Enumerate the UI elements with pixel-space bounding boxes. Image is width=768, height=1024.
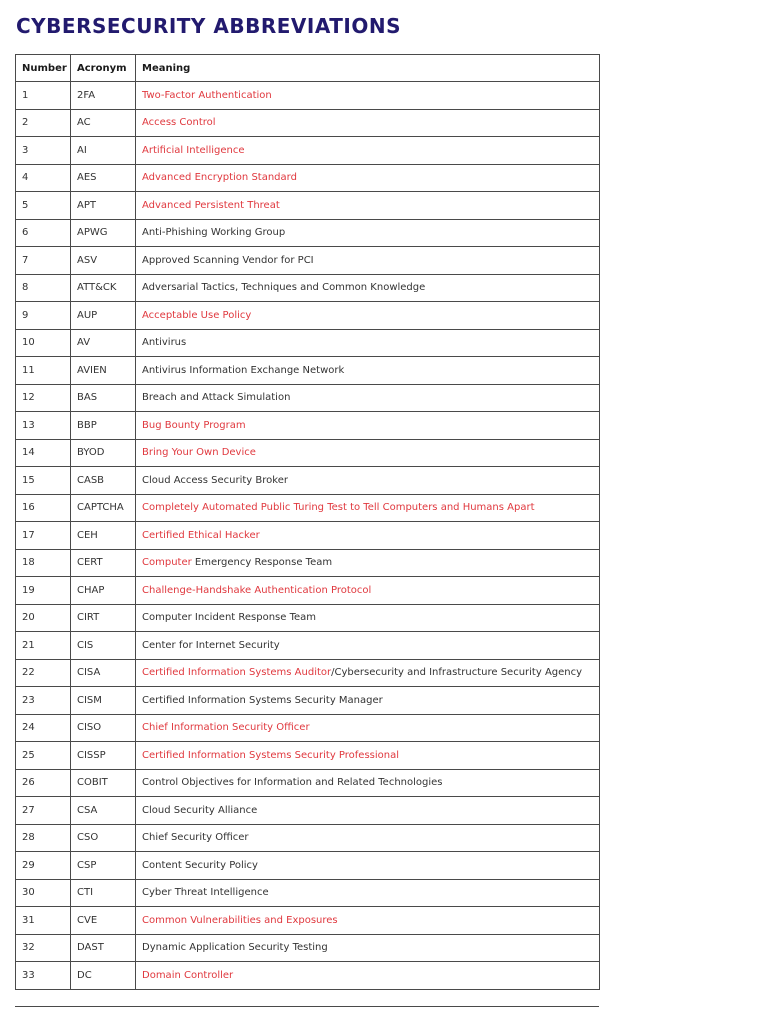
table-row [16,687,600,715]
row-meaning [136,604,600,632]
row-meaning [136,687,600,715]
meaning-link[interactable]: Certified Information Systems Auditor [142,667,332,679]
row-number: 31 [16,907,71,935]
row-acronym: CEH [71,522,136,550]
row-acronym: ASV [71,247,136,275]
meaning-text: Cyber Threat Intelligence [142,887,269,899]
table-row [16,879,600,907]
header-acronym: Acronym [71,55,136,82]
row-number: 29 [16,852,71,880]
meaning-text: Adversarial Tactics, Techniques and Common Knowledge [142,282,426,294]
meaning-link[interactable]: Access Control [142,117,216,129]
row-meaning [136,412,600,440]
meaning-text: Emergency Response Team [191,557,333,569]
bottom-divider [15,1006,599,1007]
meaning-link[interactable]: Chief Information Security Officer [142,722,310,734]
table-row [16,742,600,770]
row-meaning [136,494,600,522]
row-number: 26 [16,769,71,797]
table-row [16,192,600,220]
row-number: 33 [16,962,71,990]
page-title: CYBERSECURITY ABBREVIATIONS [16,14,401,38]
table-row [16,714,600,742]
row-meaning [136,797,600,825]
table-row [16,247,600,275]
row-acronym: AV [71,329,136,357]
row-acronym: DAST [71,934,136,962]
table-row [16,164,600,192]
row-number: 3 [16,137,71,165]
table-row [16,824,600,852]
meaning-text: Dynamic Application Security Testing [142,942,328,954]
meaning-link[interactable]: Certified Ethical Hacker [142,529,260,541]
row-meaning [136,962,600,990]
meaning-link[interactable]: Domain Controller [142,969,234,981]
row-meaning [136,274,600,302]
row-number: 5 [16,192,71,220]
meaning-text: Cloud Access Security Broker [142,474,288,486]
row-meaning [136,934,600,962]
row-meaning [136,879,600,907]
row-number: 10 [16,329,71,357]
row-meaning [136,247,600,275]
row-meaning [136,109,600,137]
table-row [16,329,600,357]
row-meaning [136,384,600,412]
table-row [16,797,600,825]
row-acronym: COBIT [71,769,136,797]
row-acronym: BYOD [71,439,136,467]
table-body [16,82,600,990]
meaning-text: Breach and Attack Simulation [142,392,291,404]
row-number: 12 [16,384,71,412]
table-row [16,439,600,467]
row-number: 9 [16,302,71,330]
table-row [16,137,600,165]
row-number: 4 [16,164,71,192]
row-acronym: ATT&CK [71,274,136,302]
row-meaning [136,852,600,880]
table-row [16,494,600,522]
row-meaning [136,549,600,577]
table-row [16,907,600,935]
row-acronym: CISSP [71,742,136,770]
row-acronym: 2FA [71,82,136,110]
row-meaning [136,357,600,385]
row-number: 20 [16,604,71,632]
row-acronym: CISM [71,687,136,715]
meaning-text: Control Objectives for Information and Related Technologies [142,777,443,789]
table-row [16,852,600,880]
row-number: 19 [16,577,71,605]
row-meaning [136,714,600,742]
table-row [16,357,600,385]
row-number: 28 [16,824,71,852]
row-meaning [136,439,600,467]
abbreviations-table [15,54,600,990]
row-meaning [136,907,600,935]
row-acronym: CISA [71,659,136,687]
row-acronym: CHAP [71,577,136,605]
meaning-link[interactable]: Completely Automated Public Turing Test to Tell Computers and Humans Apart [142,502,535,514]
table-row [16,962,600,990]
row-number: 25 [16,742,71,770]
meaning-link[interactable]: Advanced Persistent Threat [142,199,280,211]
table-row [16,384,600,412]
table-row [16,109,600,137]
table-row [16,549,600,577]
table-row [16,577,600,605]
meaning-text: Chief Security Officer [142,832,249,844]
meaning-text: Center for Internet Security [142,639,280,651]
row-meaning [136,467,600,495]
meaning-text: Certified Information Systems Security Manager [142,694,383,706]
row-number: 8 [16,274,71,302]
meaning-text: Antivirus Information Exchange Network [142,364,345,376]
row-number: 11 [16,357,71,385]
meaning-link[interactable]: Certified Information Systems Security Professional [142,749,400,761]
table-row [16,604,600,632]
row-acronym: CERT [71,549,136,577]
row-acronym: CIRT [71,604,136,632]
row-number: 2 [16,109,71,137]
row-acronym: CASB [71,467,136,495]
row-acronym: CISO [71,714,136,742]
row-acronym: APT [71,192,136,220]
row-acronym: CVE [71,907,136,935]
row-acronym: CAPTCHA [71,494,136,522]
row-number: 24 [16,714,71,742]
row-meaning [136,192,600,220]
row-number: 14 [16,439,71,467]
row-acronym: AC [71,109,136,137]
meaning-link[interactable]: Acceptable Use Policy [142,309,252,321]
row-acronym: CSP [71,852,136,880]
row-acronym: CTI [71,879,136,907]
row-acronym: CSO [71,824,136,852]
row-acronym: BAS [71,384,136,412]
row-number: 30 [16,879,71,907]
meaning-text: Cloud Security Alliance [142,804,258,816]
meaning-link[interactable]: Two-Factor Authentication [142,89,272,101]
row-meaning [136,824,600,852]
row-meaning [136,164,600,192]
row-meaning [136,219,600,247]
row-acronym: DC [71,962,136,990]
row-number: 15 [16,467,71,495]
row-number: 21 [16,632,71,660]
row-number: 1 [16,82,71,110]
table-row [16,302,600,330]
row-acronym: CIS [71,632,136,660]
header-number: Number [16,55,71,82]
table-row [16,632,600,660]
row-meaning [136,577,600,605]
row-number: 22 [16,659,71,687]
meaning-link[interactable]: Computer [142,557,192,569]
table-row [16,412,600,440]
meaning-text: Antivirus [142,337,187,349]
row-meaning [136,769,600,797]
row-meaning [136,632,600,660]
meaning-text: Approved Scanning Vendor for PCI [142,254,314,266]
row-acronym: BBP [71,412,136,440]
header-row [16,55,600,82]
row-acronym: APWG [71,219,136,247]
meaning-text: Computer Incident Response Team [142,612,317,624]
table-row [16,659,600,687]
row-number: 13 [16,412,71,440]
header-meaning: Meaning [136,55,600,82]
row-meaning [136,742,600,770]
meaning-link[interactable]: Advanced Encryption Standard [142,172,297,184]
table-row [16,467,600,495]
row-meaning [136,82,600,110]
table-row [16,522,600,550]
meaning-link[interactable]: Bug Bounty Program [142,419,246,431]
row-number: 16 [16,494,71,522]
row-meaning [136,329,600,357]
table-row [16,274,600,302]
meaning-text: Anti-Phishing Working Group [142,227,286,239]
row-number: 17 [16,522,71,550]
row-number: 6 [16,219,71,247]
row-meaning [136,522,600,550]
row-meaning [136,659,600,687]
table-row [16,82,600,110]
row-acronym: CSA [71,797,136,825]
row-acronym: AVIEN [71,357,136,385]
table-row [16,219,600,247]
meaning-link[interactable]: Artificial Intelligence [142,144,245,156]
meaning-link[interactable]: Challenge-Handshake Authentication Protocol [142,584,372,596]
table-row [16,769,600,797]
meaning-link[interactable]: Bring Your Own Device [142,447,256,459]
row-number: 32 [16,934,71,962]
meaning-text: Content Security Policy [142,859,258,871]
row-number: 23 [16,687,71,715]
table-header [16,55,600,82]
row-acronym: AUP [71,302,136,330]
table-row [16,934,600,962]
row-meaning [136,137,600,165]
row-number: 18 [16,549,71,577]
meaning-text: /Cybersecurity and Infrastructure Security Agency [331,667,583,679]
row-acronym: AES [71,164,136,192]
row-number: 27 [16,797,71,825]
row-acronym: AI [71,137,136,165]
row-meaning [136,302,600,330]
meaning-link[interactable]: Common Vulnerabilities and Exposures [142,914,338,926]
row-number: 7 [16,247,71,275]
